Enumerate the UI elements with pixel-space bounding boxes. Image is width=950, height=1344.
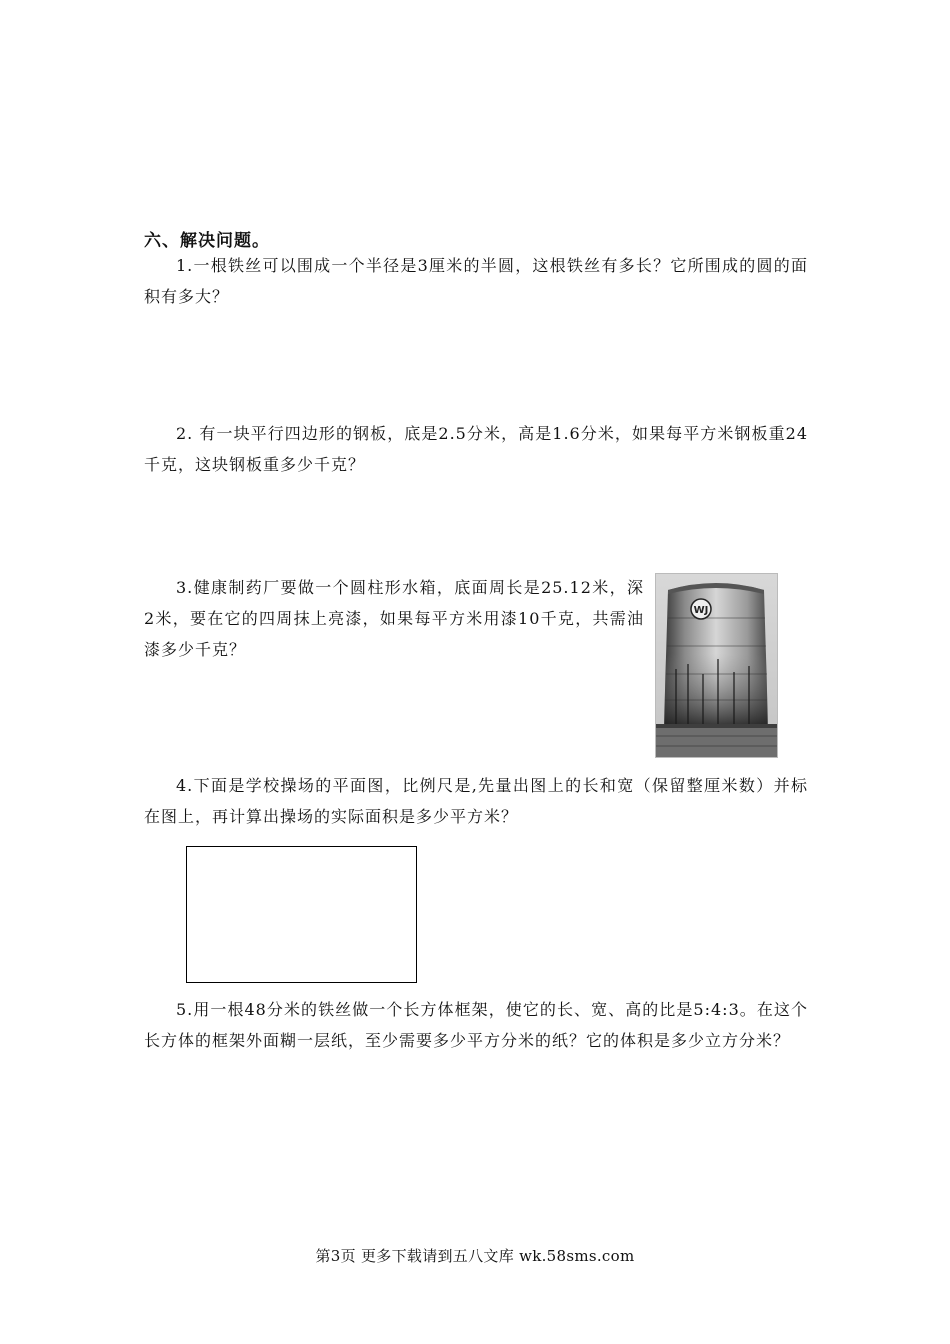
question-5: 5.用一根48分米的铁丝做一个长方体框架，使它的长、宽、高的比是5:4:3。在这个长方体的框架外面糊一层纸，至少需要多少平方分米的纸？它的体积是多少立方分米？ (144, 1000, 808, 1050)
tank-logo: WJ (693, 605, 709, 616)
water-tank-photo (655, 573, 778, 758)
page-footer: 第3页 更多下载请到五八文库 wk.58sms.com (315, 1247, 635, 1265)
question-3: 3.健康制药厂要做一个圆柱形水箱，底面周长是25.12米，深2米，要在它的四周抹上亮漆，如果每平方米用漆10千克，共需油漆多少千克？ (144, 578, 644, 659)
question-1: 1.一根铁丝可以围成一个半径是3厘米的半圆，这根铁丝有多长？它所围成的圆的面积有多大？ (144, 256, 808, 306)
playground-plan-rectangle (186, 846, 417, 983)
question-2: 2. 有一块平行四边形的钢板，底是2.5分米，高是1.6分米，如果每平方米钢板重24千克，这块钢板重多少千克？ (144, 424, 808, 474)
water-tank-image (656, 574, 777, 757)
question-4: 4.下面是学校操场的平面图，比例尺是,先量出图上的长和宽（保留整厘米数）并标在图上，再计算出操场的实际面积是多少平方米？ (144, 776, 808, 826)
section-title: 六、解决问题。 (144, 231, 270, 251)
